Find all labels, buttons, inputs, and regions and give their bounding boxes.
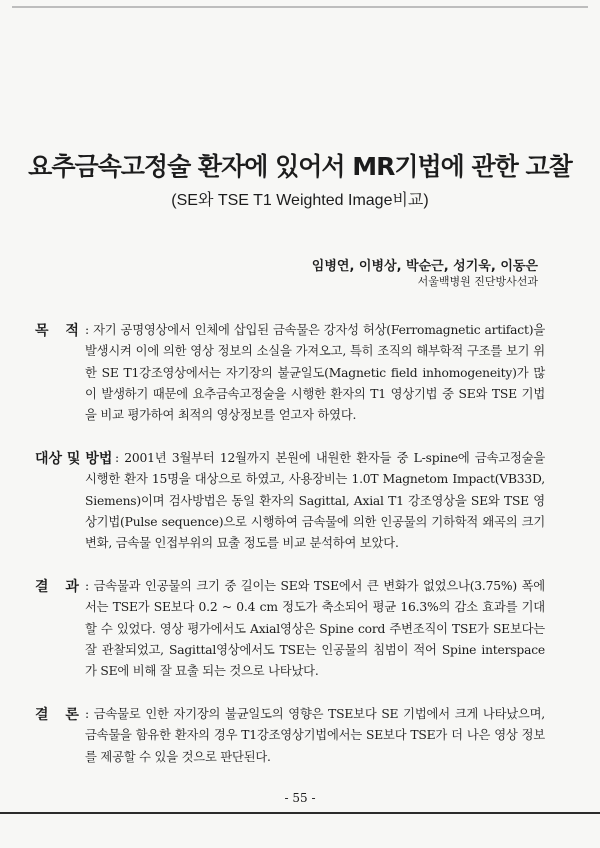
- colon: :: [85, 579, 94, 593]
- section-purpose: [35, 320, 545, 426]
- section-label: 결 과: [35, 579, 85, 595]
- section-body: 금속물과 인공물의 크기 중 길이는 SE와 TSE에서 큰 변화가 없었으나(3.75%) 폭에서는 TSE가 SE보다 0.2 ~ 0.4 cm 정도가 축소되어 평균 16.3%의 감소 효과를 기대할 수 있었다. 영상 평가에서도 Axial영상은 Spine cord 주변조직이 TSE가 SE보다는 잘 관찰되었고, Sagittal영상에서도 TSE는 인공물의 침범이 적어 Spine interspace가 SE에 비해 잘 묘출 되는 것으로 나타났다.: [85, 579, 545, 679]
- section-conclusion: [35, 704, 545, 768]
- section-label: 대상 및 방법: [35, 451, 113, 467]
- section-text: [35, 576, 545, 682]
- paper-subtitle: (SE와 TSE T1 Weighted Image비교): [171, 192, 429, 209]
- section-body: 2001년 3월부터 12월까지 본원에 내원한 환자들 중 L-spine에 금속고정술을 시행한 환자 15명을 대상으로 하였고, 사용장비는 1.0T Magnetom Impact(VB33D, Siemens)이며 검사방법은 동일 환자의 Sagittal, Axial T1 강조영상을 SE와 TSE 영상기법(Pulse sequence)으로 시행하여 금속물에 의한 인공물의 기하학적 왜곡의 크기 변화, 금속물 인접부위의 묘출 정도를 비교 분석하여 보았다.: [85, 451, 545, 551]
- section-body: 자기 공명영상에서 인체에 삽입된 금속물은 강자성 허상(Ferromagnetic artifact)을 발생시켜 이에 의한 영상 정보의 소실을 가져오고, 특히 조직의 해부학적 구조를 보기 위한 SE T1강조영상에서는 자기장의 불균일도(Magnetic field inhomogeneity)가 많이 발생하기 때문에 요추금속고정술을 시행한 환자의 T1 영상기법 중 SE와 TSE 기법을 비교 평가하여 최적의 영상정보를 얻고자 하였다.: [85, 323, 545, 423]
- authors: 임병연, 이병상, 박순근, 성기욱, 이동은: [311, 259, 538, 274]
- top-rule: [12, 6, 588, 8]
- page-number: - 55 -: [284, 791, 316, 805]
- colon: :: [115, 451, 125, 465]
- paper-title: 요추금속고정술 환자에 있어서 MR기법에 관한 고찰: [28, 152, 572, 181]
- section-body: 금속물로 인한 자기장의 불균일도의 영향은 TSE보다 SE 기법에서 크게 나타났으며, 금속물을 함유한 환자의 경우 T1강조영상기법에서는 SE보다 TSE가 더 나은 영상 정보를 제공할 수 있을 것으로 판단된다.: [85, 707, 545, 764]
- section-results: [35, 576, 545, 682]
- bottom-rule: [0, 812, 600, 814]
- colon: :: [85, 323, 94, 337]
- affiliation: 서울백병원 진단방사선과: [417, 275, 538, 288]
- section-label: 목 적: [35, 323, 85, 339]
- section-text: [35, 320, 545, 426]
- section-label: 결 론: [35, 707, 85, 723]
- section-methods: [35, 448, 545, 554]
- colon: :: [85, 707, 94, 721]
- section-text: [35, 704, 545, 768]
